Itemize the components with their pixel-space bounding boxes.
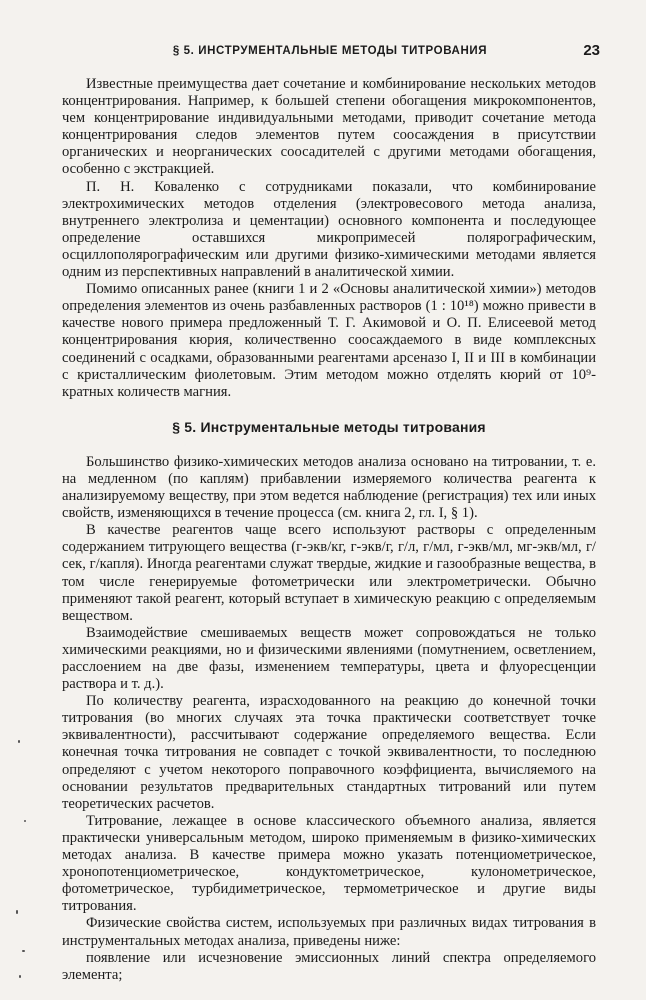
scan-speck (18, 740, 20, 743)
paragraph: появление или исчезновение эмиссионных линий спектра определяемого элемента; (62, 949, 596, 983)
paragraph: П. Н. Коваленко с сотрудниками показали, что комбинирование электрохимических методов отделения (электровесового метода анализа, внутреннего электролиза и цементации) основного компонента и последующее определение оставшихся микропримесей полярографическим, осциллополярографическим или другими физико-химическими методами является одним из перспективных направлений в аналитической химии. (62, 178, 596, 281)
paragraph: Помимо описанных ранее (книги 1 и 2 «Основы аналитической химии») методов определения элементов из очень разбавленных растворов (1 : 10¹⁸) можно привести в качестве нового примера предложенный Т. Г. Акимовой и О. П. Елисеевой метод концентрирования кюрия, количественно соосаждаемого в виде комплексных соединений с осадками, образованными реагентами арсеназо I, II и III в комбинации с кристаллическим фиолетовым. Этим методом можно отделять кюрий от 10⁹-кратных количеств магния. (62, 281, 596, 400)
running-title: § 5. ИНСТРУМЕНТАЛЬНЫЕ МЕТОДЫ ТИТРОВАНИЯ (172, 45, 488, 57)
scan-speck (24, 820, 26, 822)
scan-speck (22, 950, 25, 952)
paragraph: Физические свойства систем, используемых при различных видах титрования в инструментальных методах анализа, приведены ниже: (62, 915, 596, 949)
paragraph: Титрование, лежащее в основе классического объемного анализа, является практически универсальным методом, широко применяемым в физико-химических методах анализа. В качестве примера можно указать потенциометрическое, хронопотенциометрическое, кондуктометрическое, кулонометрическое, фотометрическое, турбидиметрическое, термометрическое и другие виды титрования. (62, 812, 596, 915)
scan-margin-specks (10, 700, 40, 990)
body-text (62, 76, 596, 984)
scan-speck (19, 975, 21, 978)
paragraph: По количеству реагента, израсходованного на реакцию до конечной точки титрования (во многих случаях эта точка практически соответствует точке эквивалентности), рассчитывают содержание определяемого вещества. Если конечная точка титрования не совпадет с точкой эквивалентности, то последнюю определяют с учетом некоторого поправочного коэффициента, вычисляемого на основании результатов предварительных стандартных титрований или путем теоретических расчетов. (62, 693, 596, 812)
paragraph: Взаимодействие смешиваемых веществ может сопровождаться не только химическими реакциями, но и физическими явлениями (помутнением, осветлением, расслоением на две фазы, изменением температуры, цвета и флуоресценции раствора и т. д.). (62, 624, 596, 693)
paragraph: В качестве реагентов чаще всего используют растворы с определенным содержанием титрующего вещества (г-экв/кг, г-экв/г, г/л, г/мл, г-экв/мл, мг-экв/мл, г/сек, г/капля). Иногда реагентами служат твердые, жидкие и газообразные вещества, в том числе генерируемые фотометрически или электрометрически. Обычно применяют такой реагент, который вступает в химическую реакцию с определяемым веществом. (62, 522, 596, 624)
paragraph: Известные преимущества дает сочетание и комбинирование нескольких методов концентрирования. Например, к большей степени обогащения микрокомпонентов, чем концентрирование индивидуальными методами, приводит сочетание метода концентрирования следов элементов путем соосаждения в присутствии органических и неорганических соосадителей с другими методами обогащения, особенно с экстракцией. (62, 76, 596, 178)
paragraph: Большинство физико-химических методов анализа основано на титровании, т. е. на медленном (по каплям) прибавлении измеряемого количества реагента к анализируемому веществу, при этом ведется наблюдение (регистрация) тех или иных свойств, изменяющихся в течение процесса (см. книга 2, гл. I, § 1). (62, 453, 596, 522)
scan-speck (16, 910, 18, 914)
section-heading: § 5. Инструментальные методы титрования (172, 418, 486, 435)
running-head (60, 42, 600, 62)
page-number: 23 (583, 42, 600, 59)
